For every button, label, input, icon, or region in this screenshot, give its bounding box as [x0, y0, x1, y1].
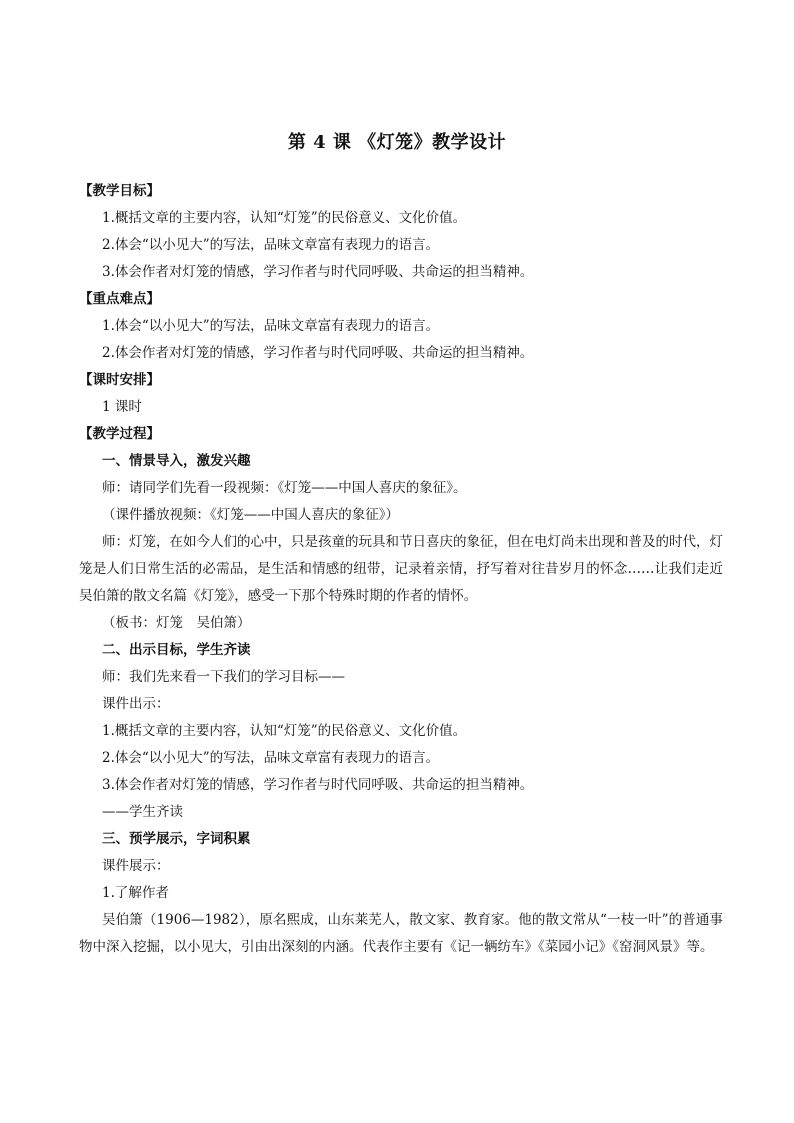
- step-heading: 一、情景导入，激发兴趣: [102, 453, 251, 469]
- step-heading: 三、预学展示，字词积累: [102, 831, 251, 847]
- step-heading: 二、出示目标，学生齐读: [102, 642, 251, 658]
- step-text: 师：我们先来看一下我们的学习目标——: [102, 669, 345, 685]
- step-text: 师：请同学们先看一段视频：《灯笼——中国人喜庆的象征》。: [102, 480, 467, 496]
- schedule-text: 1 课时: [102, 399, 142, 415]
- section-heading-key-points: 【重点难点】: [79, 291, 160, 307]
- objective-item: 2.体会“以小见大”的写法，品味文章富有表现力的语言。: [102, 237, 440, 253]
- step-text: 1.了解作者: [102, 885, 169, 901]
- board-note: （板书：灯笼 吴伯箫）: [102, 615, 251, 631]
- objective-item: 3.体会作者对灯笼的情感，学习作者与时代同呼吸、共命运的担当精神。: [102, 264, 534, 280]
- objective-item: 1.概括文章的主要内容，认知“灯笼”的民俗意义、文化价值。: [102, 723, 467, 739]
- section-heading-schedule: 【课时安排】: [79, 372, 160, 388]
- step-paragraph: 师：灯笼，在如今人们的心中，只是孩童的玩具和节日喜庆的象征，但在电灯尚未出现和普及的时代，灯笼是人们日常生活的必需品，是生活和情感的纽带，记录着亲情，抒写着对往昔岁月的怀念……让我们走近吴伯箫的散文名篇《灯笼》，感受一下那个特殊时期的作者的情怀。: [79, 534, 723, 604]
- step-text: 课件展示：: [102, 858, 170, 874]
- objective-item: 3.体会作者对灯笼的情感，学习作者与时代同呼吸、共命运的担当精神。: [102, 777, 534, 793]
- key-point-item: 1.体会“以小见大”的写法，品味文章富有表现力的语言。: [102, 318, 440, 334]
- step-text: 课件出示：: [102, 696, 170, 712]
- step-text: ——学生齐读: [102, 804, 183, 820]
- section-heading-process: 【教学过程】: [79, 426, 160, 442]
- step-paragraph: 吴伯箫（1906—1982），原名熙成，山东莱芜人，散文家、教育家。他的散文常从“一枝一叶”的普通事物中深入挖掘，以小见大，引由出深刻的内涵。代表作主要有《记一辆纺车》《菜园小记》《窑洞风景》等。: [79, 912, 723, 955]
- objective-item: 2.体会“以小见大”的写法，品味文章富有表现力的语言。: [102, 750, 440, 766]
- objective-item: 1.概括文章的主要内容，认知“灯笼”的民俗意义、文化价值。: [102, 210, 467, 226]
- document-body: [79, 178, 723, 961]
- page-title: 第 4 课 《灯笼》教学设计: [287, 132, 507, 153]
- section-heading-objectives: 【教学目标】: [79, 183, 160, 199]
- key-point-item: 2.体会作者对灯笼的情感，学习作者与时代同呼吸、共命运的担当精神。: [102, 345, 534, 361]
- step-text: （课件播放视频：《灯笼——中国人喜庆的象征》）: [102, 507, 399, 523]
